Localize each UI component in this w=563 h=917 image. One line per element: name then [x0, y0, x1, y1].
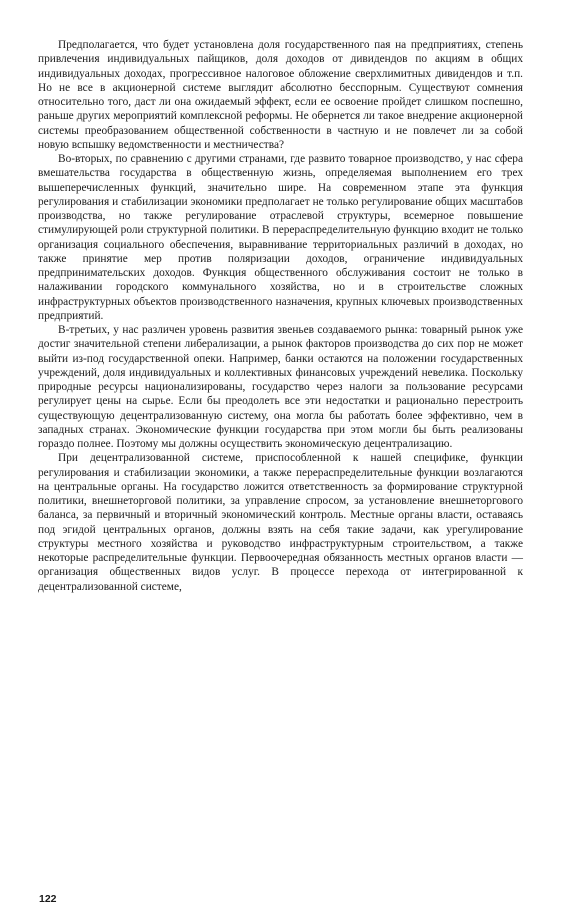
paragraph-1: Предполагается, что будет установлена доля государственного пая на предприятиях, степень привлечения индивидуальных пайщиков, доля доходов от дивидендов по акциям в общих индивидуальных доходах, прогрессивное налоговое обложение сверхлимитных дивидендов и т.п. Но не все в акционерной системе выглядит абсолютно бесспорным. Существуют сомнения относительно того, даст ли она ожидаемый эффект, если ее освоение пройдет слишком поспешно, раньше других мероприятий комплексной реформы. Не обернется ли такое внедрение акционерной системы преобразованием общественной собственности в частную и не повлечет ли за собой новую вспышку ведомственности и местничества?	[38, 39, 523, 151]
paragraph-4: При децентрализованной системе, приспособленной к нашей специфике, функции регулирования и стабилизации экономики, а также перераспределительные функции возлагаются на центральные органы. На государство ложится ответственность за формирование структурной политики, внешнеторговой политики, за управление спросом, за установление внешнеторгового баланса, за первичный и вторичный экономический контроль. Местные органы власти, оставаясь под эгидой центральных органов, должны взять на себя такие задачи, как урегулирование структуры местного хозяйства и руководство инфраструктурным строительством, а также некоторые распределительные функции. Первоочередная обязанность местных органов власти — организация общественных видов услуг. В процессе перехода от интегрированной к децентрализованной системе,	[38, 452, 523, 593]
page-number: 122	[39, 893, 57, 905]
paragraph-3: В-третьих, у нас различен уровень развития звеньев создаваемого рынка: товарный рынок уже достиг значительной степени либерализации, а рынок факторов производства до сих пор не может выйти из-под государственной опеки. Например, банки остаются на положении государственных учреждений, доля индивидуальных и коллективных финансовых учреждений невелика. Поскольку природные ресурсы национализированы, государство через налоги за пользование ресурсами регулирует цены на сырье. Если бы преодолеть все эти недостатки и рационально перестроить существующую децентрализованную систему, она могла бы работать более эффективно, чем в западных странах. Экономические функции государства при этом могли бы быть реализованы гораздо полнее. Поэтому мы должны осуществить экономическую децентрализацию.	[38, 324, 523, 450]
paragraph-2: Во-вторых, по сравнению с другими странами, где развито товарное производство, у нас сфера вмешательства государства в общественную жизнь, определяемая выполнением его трех вышеперечисленных функций, значительно шире. На современном этапе эта функция регулирования и стабилизации экономики предполагает не только регулирование общих масштабов производства, но также регулирование отраслевой структуры, всемерное повышение стимулирующей роли структурной политики. В перераспределительную функцию входит не только организация социального обеспечения, выравнивание территориальных различий в доходах, но также принятие мер против поляризации доходов, ограничение индивидуальных предпринимательских доходов. Функция общественного обслуживания состоит не только в налаживании городского коммунального хозяйства, но и в строительстве сложных инфраструктурных объектов производственного назначения, крупных ключевых производственных предприятий.	[38, 153, 523, 322]
body-text	[38, 38, 523, 594]
